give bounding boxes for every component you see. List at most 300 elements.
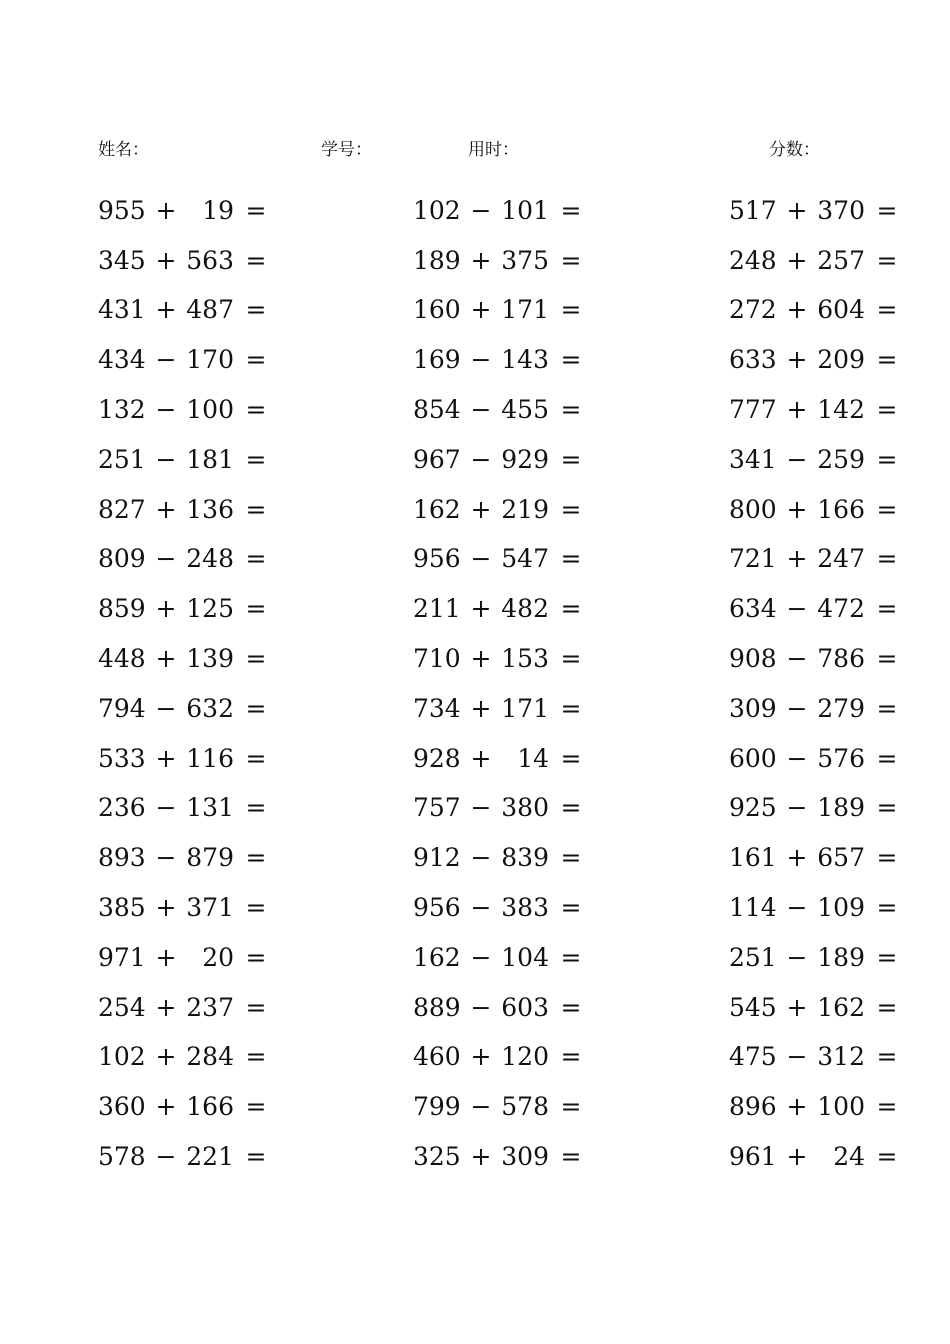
operator: + [155, 195, 177, 225]
problem-row [413, 634, 593, 684]
operator: − [786, 743, 808, 773]
equals-sign: = [876, 444, 898, 474]
equals-sign: = [876, 793, 898, 823]
operand-left: 578 [98, 1142, 146, 1172]
operand-right: 604 [817, 295, 865, 325]
equals-sign: = [560, 245, 582, 275]
operator: − [786, 444, 808, 474]
operator: + [470, 494, 492, 524]
operator: + [155, 743, 177, 773]
operand-right: 171 [501, 693, 549, 723]
problem-row [729, 684, 909, 734]
problem-row [98, 634, 278, 684]
operator: − [155, 544, 177, 574]
problem-row [98, 186, 278, 236]
operator: + [786, 345, 808, 375]
problem-row [98, 983, 278, 1033]
operator: + [786, 395, 808, 425]
operator: + [155, 893, 177, 923]
problem-row [413, 1033, 593, 1083]
problem-row [413, 684, 593, 734]
operand-right: 139 [186, 644, 234, 674]
operator: − [470, 893, 492, 923]
worksheet-header [0, 138, 950, 162]
operand-left: 160 [413, 295, 461, 325]
problem-row [413, 236, 593, 286]
operator: − [786, 693, 808, 723]
operator: + [786, 1092, 808, 1122]
operand-right: 576 [817, 743, 865, 773]
problem-row [98, 535, 278, 585]
operator: + [470, 594, 492, 624]
operand-right: 170 [186, 345, 234, 375]
problem-row [729, 1082, 909, 1132]
equals-sign: = [245, 444, 267, 474]
operator: − [470, 544, 492, 574]
problem-row [413, 933, 593, 983]
operator: + [155, 295, 177, 325]
operand-left: 360 [98, 1092, 146, 1122]
operator: + [470, 245, 492, 275]
problem-row [729, 1033, 909, 1083]
problem-row [98, 833, 278, 883]
problem-row [98, 236, 278, 286]
operand-left: 956 [413, 893, 461, 923]
problem-row [729, 435, 909, 485]
operator: + [470, 644, 492, 674]
equals-sign: = [560, 1042, 582, 1072]
operator: + [155, 644, 177, 674]
equals-sign: = [560, 743, 582, 773]
equals-sign: = [560, 843, 582, 873]
operator: + [155, 1092, 177, 1122]
operator: + [470, 743, 492, 773]
equals-sign: = [245, 494, 267, 524]
operand-right: 455 [501, 395, 549, 425]
operator: + [786, 245, 808, 275]
equals-sign: = [876, 195, 898, 225]
operand-left: 794 [98, 693, 146, 723]
operand-right: 312 [817, 1042, 865, 1072]
score-label: 分数： [769, 140, 820, 160]
problem-row [98, 1082, 278, 1132]
operand-left: 517 [729, 195, 777, 225]
operand-left: 799 [413, 1092, 461, 1122]
operand-right: 380 [501, 793, 549, 823]
equals-sign: = [560, 195, 582, 225]
operand-left: 251 [98, 444, 146, 474]
equals-sign: = [245, 594, 267, 624]
equals-sign: = [876, 245, 898, 275]
equals-sign: = [876, 1042, 898, 1072]
operator: − [470, 1092, 492, 1122]
operator: − [155, 1142, 177, 1172]
operand-right: 603 [501, 992, 549, 1022]
equals-sign: = [245, 195, 267, 225]
equals-sign: = [876, 893, 898, 923]
equals-sign: = [876, 1142, 898, 1172]
operand-left: 132 [98, 395, 146, 425]
operand-left: 721 [729, 544, 777, 574]
equals-sign: = [245, 1042, 267, 1072]
operand-left: 448 [98, 644, 146, 674]
equals-sign: = [876, 693, 898, 723]
operator: + [470, 295, 492, 325]
operator: + [786, 494, 808, 524]
operand-right: 375 [501, 245, 549, 275]
equals-sign: = [560, 295, 582, 325]
operand-right: 257 [817, 245, 865, 275]
operator: − [470, 843, 492, 873]
equals-sign: = [876, 1092, 898, 1122]
problem-row [413, 385, 593, 435]
operand-right: 125 [186, 594, 234, 624]
operand-left: 341 [729, 444, 777, 474]
operand-right: 19 [202, 195, 234, 225]
operator: − [155, 395, 177, 425]
problem-row [98, 734, 278, 784]
operand-left: 734 [413, 693, 461, 723]
equals-sign: = [245, 245, 267, 275]
operand-right: 221 [186, 1142, 234, 1172]
problem-row [98, 784, 278, 834]
problem-row [729, 734, 909, 784]
equals-sign: = [560, 942, 582, 972]
operand-left: 600 [729, 743, 777, 773]
operand-left: 893 [98, 843, 146, 873]
equals-sign: = [876, 395, 898, 425]
equals-sign: = [245, 893, 267, 923]
operand-right: 370 [817, 195, 865, 225]
operator: + [155, 1042, 177, 1072]
time-used-label: 用时： [468, 140, 519, 160]
equals-sign: = [560, 594, 582, 624]
equals-sign: = [560, 544, 582, 574]
operand-left: 162 [413, 942, 461, 972]
operand-right: 14 [517, 743, 549, 773]
operand-right: 143 [501, 345, 549, 375]
equals-sign: = [876, 942, 898, 972]
operand-left: 971 [98, 942, 146, 972]
operator: − [470, 195, 492, 225]
operand-right: 189 [817, 793, 865, 823]
operand-right: 309 [501, 1142, 549, 1172]
operand-left: 251 [729, 942, 777, 972]
operand-right: 578 [501, 1092, 549, 1122]
operand-right: 839 [501, 843, 549, 873]
operand-left: 800 [729, 494, 777, 524]
problem-row [98, 684, 278, 734]
operator: + [470, 1042, 492, 1072]
equals-sign: = [876, 594, 898, 624]
operand-left: 710 [413, 644, 461, 674]
operand-left: 827 [98, 494, 146, 524]
operand-left: 533 [98, 743, 146, 773]
problem-row [729, 236, 909, 286]
operand-right: 632 [186, 693, 234, 723]
operand-right: 100 [817, 1092, 865, 1122]
operand-right: 248 [186, 544, 234, 574]
problem-row [98, 385, 278, 435]
equals-sign: = [876, 644, 898, 674]
operator: + [155, 494, 177, 524]
problem-row [98, 584, 278, 634]
problem-row [413, 435, 593, 485]
equals-sign: = [245, 843, 267, 873]
operator: − [155, 444, 177, 474]
problem-row [98, 335, 278, 385]
equals-sign: = [876, 743, 898, 773]
operator: + [786, 843, 808, 873]
operator: + [155, 245, 177, 275]
operand-left: 385 [98, 893, 146, 923]
problem-row [98, 485, 278, 535]
operand-left: 460 [413, 1042, 461, 1072]
problem-row [729, 784, 909, 834]
student-id-label: 学号： [321, 140, 372, 160]
operand-right: 100 [186, 395, 234, 425]
problem-row [98, 1033, 278, 1083]
operator: − [155, 843, 177, 873]
operand-right: 219 [501, 494, 549, 524]
operator: + [786, 295, 808, 325]
operand-right: 20 [202, 942, 234, 972]
operand-right: 563 [186, 245, 234, 275]
equals-sign: = [245, 793, 267, 823]
operand-right: 383 [501, 893, 549, 923]
operand-right: 153 [501, 644, 549, 674]
problem-row [413, 784, 593, 834]
operand-left: 189 [413, 245, 461, 275]
operand-right: 116 [186, 743, 234, 773]
problem-row [98, 883, 278, 933]
operator: − [786, 594, 808, 624]
operand-left: 908 [729, 644, 777, 674]
problem-row [413, 584, 593, 634]
operator: + [470, 1142, 492, 1172]
operand-right: 247 [817, 544, 865, 574]
problem-row [98, 435, 278, 485]
operand-right: 259 [817, 444, 865, 474]
problem-column-2 [413, 186, 593, 1182]
operand-left: 434 [98, 345, 146, 375]
operand-right: 472 [817, 594, 865, 624]
problem-row [729, 933, 909, 983]
problem-row [729, 584, 909, 634]
operand-right: 104 [501, 942, 549, 972]
operand-right: 120 [501, 1042, 549, 1072]
equals-sign: = [876, 345, 898, 375]
problem-row [729, 983, 909, 1033]
operand-right: 109 [817, 893, 865, 923]
equals-sign: = [245, 693, 267, 723]
operand-left: 102 [413, 195, 461, 225]
operand-left: 309 [729, 693, 777, 723]
equals-sign: = [245, 743, 267, 773]
operand-left: 162 [413, 494, 461, 524]
operand-left: 633 [729, 345, 777, 375]
operand-right: 371 [186, 893, 234, 923]
operator: + [786, 544, 808, 574]
operator: + [786, 1142, 808, 1172]
problem-row [729, 286, 909, 336]
equals-sign: = [560, 893, 582, 923]
operand-left: 757 [413, 793, 461, 823]
operand-right: 162 [817, 992, 865, 1022]
equals-sign: = [876, 544, 898, 574]
operand-right: 482 [501, 594, 549, 624]
operand-right: 136 [186, 494, 234, 524]
operator: + [470, 693, 492, 723]
problem-row [413, 485, 593, 535]
problem-row [729, 634, 909, 684]
operator: − [155, 793, 177, 823]
problem-row [413, 1132, 593, 1182]
problem-column-3 [729, 186, 909, 1182]
operand-right: 101 [501, 195, 549, 225]
equals-sign: = [560, 793, 582, 823]
operand-right: 237 [186, 992, 234, 1022]
equals-sign: = [560, 693, 582, 723]
equals-sign: = [560, 494, 582, 524]
operand-left: 169 [413, 345, 461, 375]
operator: + [155, 992, 177, 1022]
operand-left: 475 [729, 1042, 777, 1072]
operand-right: 171 [501, 295, 549, 325]
operator: − [470, 942, 492, 972]
operand-right: 879 [186, 843, 234, 873]
operator: − [786, 942, 808, 972]
operand-left: 967 [413, 444, 461, 474]
equals-sign: = [560, 1142, 582, 1172]
operand-right: 929 [501, 444, 549, 474]
operand-left: 928 [413, 743, 461, 773]
operand-left: 161 [729, 843, 777, 873]
equals-sign: = [876, 843, 898, 873]
operator: − [786, 644, 808, 674]
operand-right: 166 [817, 494, 865, 524]
operator: − [786, 893, 808, 923]
operator: − [470, 345, 492, 375]
operand-left: 854 [413, 395, 461, 425]
equals-sign: = [560, 444, 582, 474]
equals-sign: = [245, 992, 267, 1022]
problem-row [413, 535, 593, 585]
operand-left: 254 [98, 992, 146, 1022]
equals-sign: = [245, 1092, 267, 1122]
operand-right: 487 [186, 295, 234, 325]
problem-row [413, 286, 593, 336]
operand-right: 189 [817, 942, 865, 972]
operator: − [470, 793, 492, 823]
operand-right: 181 [186, 444, 234, 474]
name-label: 姓名： [98, 140, 149, 160]
equals-sign: = [245, 345, 267, 375]
equals-sign: = [876, 992, 898, 1022]
operand-left: 956 [413, 544, 461, 574]
operand-left: 248 [729, 245, 777, 275]
problem-row [98, 1132, 278, 1182]
operator: + [786, 195, 808, 225]
equals-sign: = [560, 345, 582, 375]
operator: − [470, 444, 492, 474]
problem-row [413, 833, 593, 883]
problem-row [729, 833, 909, 883]
operand-left: 272 [729, 295, 777, 325]
problem-row [729, 535, 909, 585]
operator: + [155, 594, 177, 624]
problem-row [729, 1132, 909, 1182]
problem-row [729, 335, 909, 385]
equals-sign: = [560, 644, 582, 674]
operator: − [786, 793, 808, 823]
operand-left: 809 [98, 544, 146, 574]
equals-sign: = [245, 1142, 267, 1172]
problem-row [413, 983, 593, 1033]
equals-sign: = [560, 1092, 582, 1122]
problem-column-1 [98, 186, 278, 1182]
problem-row [729, 883, 909, 933]
equals-sign: = [560, 992, 582, 1022]
operand-left: 777 [729, 395, 777, 425]
equals-sign: = [876, 295, 898, 325]
operand-left: 325 [413, 1142, 461, 1172]
operand-left: 859 [98, 594, 146, 624]
equals-sign: = [245, 942, 267, 972]
operand-right: 284 [186, 1042, 234, 1072]
operand-left: 345 [98, 245, 146, 275]
operand-right: 24 [833, 1142, 865, 1172]
problem-row [729, 385, 909, 435]
problem-row [729, 485, 909, 535]
operand-right: 166 [186, 1092, 234, 1122]
problem-row [413, 1082, 593, 1132]
problem-row [98, 933, 278, 983]
operand-right: 142 [817, 395, 865, 425]
operator: − [786, 1042, 808, 1072]
operand-left: 925 [729, 793, 777, 823]
operand-left: 912 [413, 843, 461, 873]
operator: + [786, 992, 808, 1022]
problem-row [729, 186, 909, 236]
operator: − [470, 395, 492, 425]
equals-sign: = [245, 395, 267, 425]
problem-row [413, 335, 593, 385]
equals-sign: = [245, 644, 267, 674]
operator: − [470, 992, 492, 1022]
operand-right: 209 [817, 345, 865, 375]
equals-sign: = [245, 544, 267, 574]
operand-left: 634 [729, 594, 777, 624]
operator: − [155, 693, 177, 723]
operand-left: 236 [98, 793, 146, 823]
problem-row [413, 186, 593, 236]
operator: − [155, 345, 177, 375]
operand-left: 211 [413, 594, 461, 624]
problem-row [413, 734, 593, 784]
operand-left: 431 [98, 295, 146, 325]
operand-left: 102 [98, 1042, 146, 1072]
operand-left: 961 [729, 1142, 777, 1172]
operand-left: 889 [413, 992, 461, 1022]
operand-right: 279 [817, 693, 865, 723]
operand-left: 955 [98, 195, 146, 225]
problem-row [98, 286, 278, 336]
problem-row [413, 883, 593, 933]
operand-right: 131 [186, 793, 234, 823]
equals-sign: = [560, 395, 582, 425]
operand-left: 896 [729, 1092, 777, 1122]
